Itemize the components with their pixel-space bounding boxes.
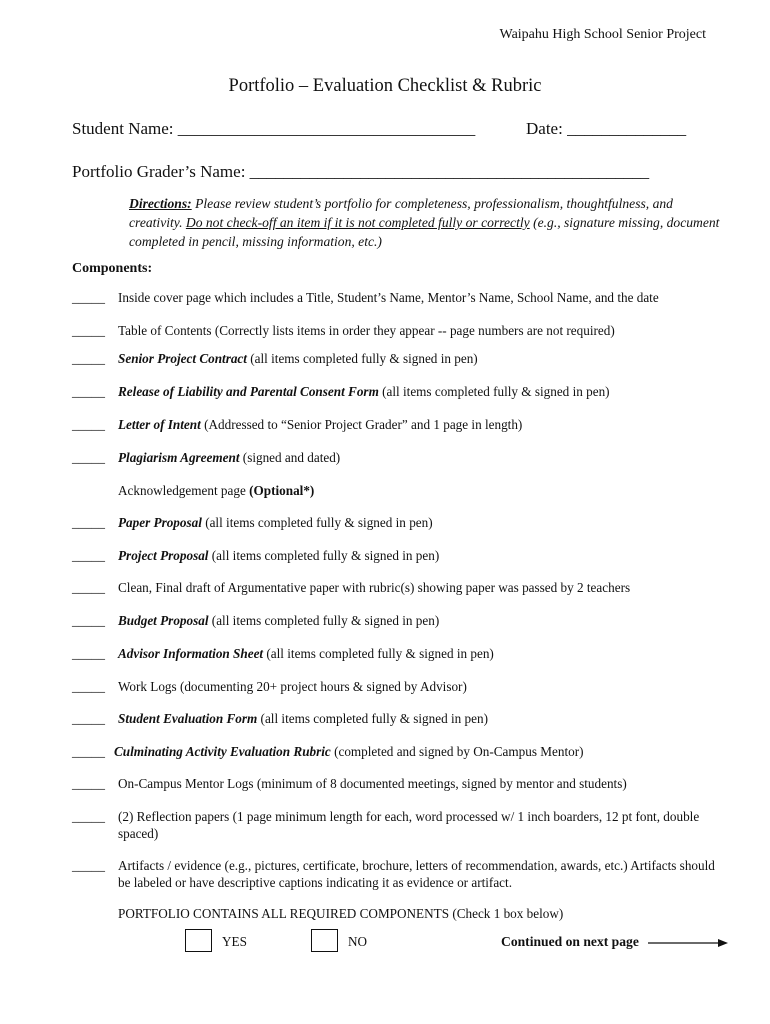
- check-blank[interactable]: _____: [72, 323, 105, 338]
- directions-underlined: Do not check-off an item if it is not completed fully or correctly: [185, 215, 530, 230]
- directions-text-2: (e.g., signature missing, document completed in pencil, missing information, etc.): [129, 215, 720, 249]
- date-field[interactable]: Date: ______________: [526, 119, 687, 138]
- arrow-right-icon: [648, 936, 728, 950]
- check-blank[interactable]: _____: [72, 515, 105, 530]
- page-title: Portfolio – Evaluation Checklist & Rubric: [228, 76, 542, 96]
- check-blank[interactable]: _____: [72, 744, 105, 759]
- yes-checkbox[interactable]: [185, 929, 212, 952]
- item-lead: Paper Proposal: [118, 515, 202, 530]
- item-text: [118, 482, 314, 499]
- item-text: [118, 808, 718, 842]
- check-blank[interactable]: _____: [72, 384, 105, 399]
- item-description: (signed and dated): [239, 450, 341, 465]
- item-text: [118, 710, 488, 727]
- item-text: [118, 350, 478, 367]
- directions: [129, 194, 729, 251]
- item-description: Table of Contents (Correctly lists items in order they appear -- page numbers are not required): [118, 323, 615, 338]
- item-text: [118, 514, 433, 531]
- school-header: Waipahu High School Senior Project: [499, 27, 706, 42]
- item-description: On-Campus Mentor Logs (minimum of 8 documented meetings, signed by mentor and students): [118, 776, 627, 791]
- item-text: [118, 383, 610, 400]
- item-optional: (Optional*): [249, 483, 315, 498]
- no-label: NO: [348, 934, 368, 949]
- check-blank[interactable]: _____: [72, 711, 105, 726]
- student-name-field[interactable]: Student Name: ___________________________________: [72, 119, 476, 138]
- item-description: (all items completed fully & signed in pen): [246, 351, 478, 366]
- item-text: [118, 579, 630, 596]
- directions-text-1: Please review student’s portfolio for completeness, professionalism, thoughtfulness, and creativity.: [129, 196, 673, 230]
- item-description: (completed and signed by On-Campus Mentor): [330, 744, 584, 759]
- item-lead: Advisor Information Sheet: [118, 646, 264, 661]
- item-lead: Letter of Intent: [118, 417, 201, 432]
- item-lead: Student Evaluation Form: [118, 711, 258, 726]
- check-blank[interactable]: _____: [72, 858, 105, 873]
- item-description: (all items completed fully & signed in pen): [378, 384, 610, 399]
- check-blank[interactable]: _____: [72, 417, 105, 432]
- item-text: [118, 678, 467, 695]
- grader-name-field[interactable]: Portfolio Grader’s Name: _______________________________________________: [72, 162, 650, 181]
- item-lead: Plagiarism Agreement: [118, 450, 240, 465]
- item-description: Artifacts / evidence (e.g., pictures, certificate, brochure, letters of recommendation, awards, etc.) Artifacts should be labeled or have descriptive captions indicating it as evidence or artifact.: [118, 858, 715, 890]
- check-blank[interactable]: _____: [72, 351, 105, 366]
- directions-label: Directions:: [129, 196, 192, 211]
- item-description: (all items completed fully & signed in pen): [263, 646, 494, 661]
- item-text: [118, 612, 439, 629]
- check-blank[interactable]: _____: [72, 776, 105, 791]
- portfolio-check-label: PORTFOLIO CONTAINS ALL REQUIRED COMPONENTS (Check 1 box below): [118, 906, 564, 921]
- item-description: Inside cover page which includes a Title, Student’s Name, Mentor’s Name, School Name, and the date: [118, 290, 659, 305]
- item-lead: Release of Liability and Parental Consent Form: [118, 384, 379, 399]
- yes-label: YES: [222, 934, 247, 949]
- check-blank[interactable]: _____: [72, 809, 105, 824]
- check-blank[interactable]: _____: [72, 290, 105, 305]
- item-text: [118, 547, 439, 564]
- components-heading: Components:: [72, 261, 153, 276]
- item-lead: Budget Proposal: [118, 613, 209, 628]
- check-blank[interactable]: _____: [72, 646, 105, 661]
- continued-note: Continued on next page: [501, 934, 639, 949]
- item-description: Clean, Final draft of Argumentative paper with rubric(s) showing paper was passed by 2 teachers: [118, 580, 631, 595]
- check-blank[interactable]: _____: [72, 580, 105, 595]
- item-description: Work Logs (documenting 20+ project hours & signed by Advisor): [118, 679, 467, 694]
- item-text: [118, 416, 522, 433]
- item-text: [118, 775, 627, 792]
- item-text: [118, 322, 615, 339]
- check-blank[interactable]: _____: [72, 548, 105, 563]
- no-checkbox[interactable]: [311, 929, 338, 952]
- check-blank[interactable]: _____: [72, 613, 105, 628]
- item-lead: Senior Project Contract: [118, 351, 247, 366]
- item-text: [118, 449, 340, 466]
- item-description: (Addressed to “Senior Project Grader” and 1 page in length): [200, 417, 523, 432]
- check-blank[interactable]: _____: [72, 679, 105, 694]
- item-description: (all items completed fully & signed in pen): [201, 515, 433, 530]
- item-description: (all items completed fully & signed in pen): [208, 613, 440, 628]
- item-description: (all items completed fully & signed in pen): [257, 711, 488, 726]
- check-blank[interactable]: _____: [72, 450, 105, 465]
- item-description: (all items completed fully & signed in pen): [208, 548, 440, 563]
- item-description: (2) Reflection papers (1 page minimum length for each, word processed w/ 1 inch boarders, 12 pt font, double spaced): [118, 809, 700, 841]
- item-text: [114, 743, 584, 760]
- item-lead: Project Proposal: [118, 548, 209, 563]
- item-text: [118, 645, 494, 662]
- item-description: Acknowledgement page: [118, 483, 250, 498]
- item-lead: Culminating Activity Evaluation Rubric: [114, 744, 331, 759]
- item-text: [118, 289, 659, 306]
- item-text: [118, 857, 718, 891]
